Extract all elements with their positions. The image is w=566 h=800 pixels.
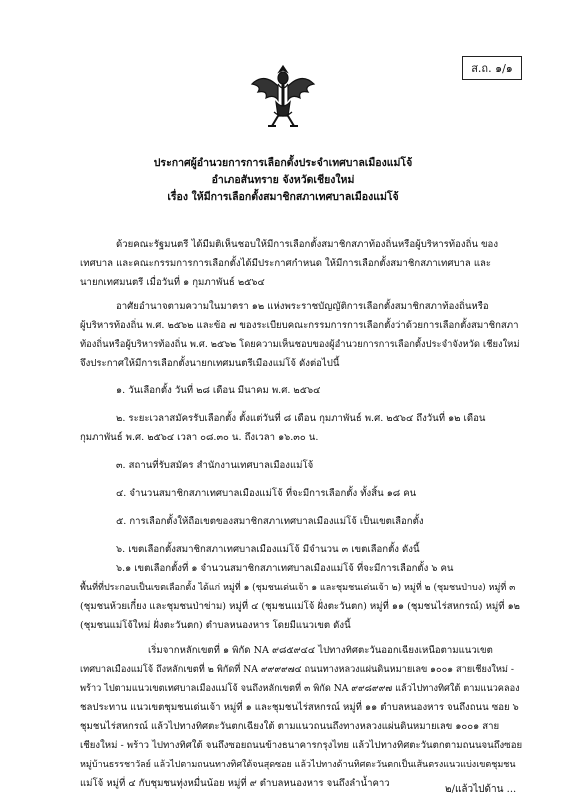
page-continuation: ๒/แล้วไปด้าน ...	[445, 784, 517, 795]
body-line: นายกเทศมนตรี เมื่อวันที่ ๑ กุมภาพันธ์ ๒๕๖๔	[80, 277, 265, 288]
list-item: ๖. เขตเลือกตั้งสมาชิกสภาเทศบาลเมืองแม่โจ้ มีจำนวน ๓ เขตเลือกตั้ง ดังนี้	[116, 544, 420, 555]
body-line: ผู้บริหารท้องถิ่น พ.ศ. ๒๕๖๒ และข้อ ๗ ของระเบียบคณะกรรมการการเลือกตั้งว่าด้วยการเลือกตั้งสมาชิกสภา	[80, 320, 519, 331]
sub-item: ๖.๑ เขตเลือกตั้งที่ ๑ จำนวนสมาชิกสภาเทศบาลเมืองแม่โจ้ ที่จะมีการเลือกตั้ง ๖ คน	[116, 563, 454, 574]
body-line: อาศัยอำนาจตามความในมาตรา ๑๒ แห่งพระราชบัญญัติการเลือกตั้งสมาชิกสภาท้องถิ่นหรือ	[116, 301, 489, 312]
body-line: เทศบาลเมืองแม่โจ้ ถึงหลักเขตที่ ๒ พิกัดที่ NA ๙๙๙๙๗๔ ถนนทางหลวงแผ่นดินหมายเลข ๑๐๐๑ สายเชียงใหม่ -	[80, 664, 514, 675]
list-item: ๕. การเลือกตั้งให้ถือเขตของสมาชิกสภาเทศบาลเมืองแม่โจ้ เป็นเขตเลือกตั้ง	[116, 516, 424, 527]
list-item: ๒. ระยะเวลาสมัครรับเลือกตั้ง ตั้งแต่วันที่ ๘ เดือน กุมภาพันธ์ พ.ศ. ๒๕๖๔ ถึงวันที่ ๑๒ เดือน	[116, 413, 486, 424]
list-item: ๓. สถานที่รับสมัคร สำนักงานเทศบาลเมืองแม่โจ้	[116, 460, 314, 471]
body-line: (ชุมชนห้วยเกี๋ยง และชุมชนป่าข่าม) หมู่ที่ ๔ (ชุมชนแม่โจ้ ฝั่งตะวันตก) หมู่ที่ ๑๑ (ชุมชนไร่สหกรณ์) หมู่ที่ ๑๒	[80, 601, 521, 612]
header-line-1: ประกาศผู้อำนวยการการเลือกตั้งประจำเทศบาลเมืองแม่โจ้	[153, 157, 413, 169]
garuda-emblem-icon	[248, 62, 318, 132]
body-line: แม่โจ้ หมู่ที่ ๔ กับชุมชนทุ่งหมื่นน้อย หมู่ที่ ๙ ตำบลหนองหาร จนถึงลำน้ำคาว	[80, 778, 390, 789]
form-code-box: ส.ถ. ๑/๑	[462, 56, 522, 80]
body-line: ชุมชนไร่สหกรณ์ แล้วไปทางทิศตะวันตกเฉียงใต้ ตามแนวถนนถึงทางหลวงแผ่นดินหมายเลข ๑๐๐๑ สาย	[80, 721, 500, 732]
body-line: ชลประทาน แนวเขตชุมชนเด่นเจ้า หมู่ที่ ๑ และชุมชนไร่สหกรณ์ หมู่ที่ ๑๑ ตำบลหนองหาร จนถึงถนน ซอย ๖	[80, 702, 519, 713]
body-line: (ชุมชนแม่โจ้ใหม่ ฝั่งตะวันตก) ตำบลหนองหาร โดยมีแนวเขต ดังนี้	[80, 620, 351, 631]
body-line: ด้วยคณะรัฐมนตรี ได้มีมติเห็นชอบให้มีการเลือกตั้งสมาชิกสภาท้องถิ่นหรือผู้บริหารท้องถิ่น ของ	[116, 239, 499, 250]
header-line-3: เรื่อง ให้มีการเลือกตั้งสมาชิกสภาเทศบาลเมืองแม่โจ้	[167, 191, 399, 203]
list-item: ๑. วันเลือกตั้ง วันที่ ๒๘ เดือน มีนาคม พ.ศ. ๒๕๖๔	[116, 385, 321, 396]
body-line: จึงประกาศให้มีการเลือกตั้งนายกเทศมนตรีเมืองแม่โจ้ ดังต่อไปนี้	[80, 358, 340, 369]
header-line-2: อำเภอสันทราย จังหวัดเชียงใหม่	[211, 174, 355, 186]
body-line: เชียงใหม่ - พร้าว ไปทางทิศใต้ จนถึงซอยถนนข้างธนาคารกรุงไทย แล้วไปทางทิศตะวันตกตามถนนจนถึงซอย	[80, 740, 523, 751]
list-item: ๔. จำนวนสมาชิกสภาเทศบาลเมืองแม่โจ้ ที่จะมีการเลือกตั้ง ทั้งสิ้น ๑๘ คน	[116, 488, 417, 499]
body-line: เริ่มจากหลักเขตที่ ๑ พิกัด NA ๙๘๕๙๔๔ ไปทางทิศตะวันออกเฉียงเหนือตามแนวเขต	[148, 645, 493, 656]
body-line: กุมภาพันธ์ พ.ศ. ๒๕๖๔ เวลา ๐๘.๓๐ น. ถึงเวลา ๑๖.๓๐ น.	[80, 432, 319, 443]
body-line: พื้นที่ที่ประกอบเป็นเขตเลือกตั้ง ได้แก่ หมู่ที่ ๑ (ชุมชนเด่นเจ้า ๑ และชุมชนเด่นเจ้า ๒) หมู่ที่ ๒ (ชุมชนป่าบง) หมู่ที่ ๓	[80, 583, 516, 593]
body-line: หมู่บ้านธรรชาวัลย์ แล้วไปตามถนนทางทิศใต้จนสุดซอย แล้วไปทางด้านทิศตะวันตกเป็นเส้นตรงแนวแบ่งเขตชุมชน	[80, 760, 516, 770]
body-line: เทศบาล และคณะกรรมการการเลือกตั้งได้มีประกาศกำหนด ให้มีการเลือกตั้งสมาชิกสภาเทศบาล และ	[80, 258, 492, 269]
body-line: ท้องถิ่นหรือผู้บริหารท้องถิ่น พ.ศ. ๒๕๖๒ โดยความเห็นชอบของผู้อำนวยการการเลือกตั้งประจำจังหวัด เชียงใหม่	[80, 339, 520, 350]
body-line: พร้าว ไปตามแนวเขตเทศบาลเมืองแม่โจ้ จนถึงหลักเขตที่ ๓ พิกัด NA ๙๙๘๙๙๗ แล้วไปทางทิศใต้ ตามแนวคลอง	[80, 683, 520, 694]
